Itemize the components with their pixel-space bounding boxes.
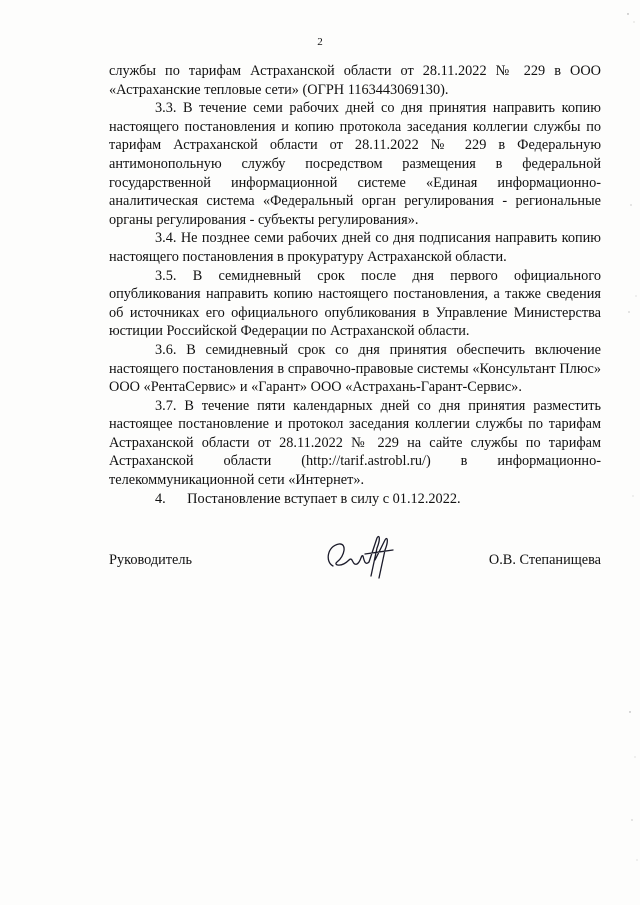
paragraph-4: 4. Постановление вступает в силу с 01.12.2022.	[155, 490, 461, 507]
paragraph-3-5: 3.5. В семидневный срок после дня первого официального опубликования направить копию настоящего постановления, а также сведения об источниках его официального опубликования в Управление Министерства юстиции Российской Федерации по Астраханской области.	[109, 267, 601, 340]
paragraph-3-3: 3.3. В течение семи рабочих дней со дня принятия направить копию настоящего постановления и копию протокола заседания коллегии службы по тарифам Астраханской области от 28.11.2022 № 229 в Федеральную антимонопольную службу посредством размещения в федеральной государственной информационной системе «Единая информационно-аналитическая система «Федеральный орган регулирования - региональные органы регулирования - субъекты регулирования».	[109, 100, 601, 228]
signatory-title: Руководитель	[109, 552, 193, 568]
document-body	[109, 62, 601, 508]
paragraph-3-4: 3.4. Не позднее семи рабочих дней со дня подписания направить копию настоящего постановления в прокуратуру Астраханской области.	[109, 230, 601, 265]
page-number: 2	[317, 36, 323, 48]
signature-block	[109, 548, 601, 598]
paragraph-3-6: 3.6. В семидневный срок со дня принятия обеспечить включение настоящего постановления в справочно-правовые системы «Консультант Плюс» ООО «РентаСервис» и «Гарант» ООО «Астрахань-Гарант-Сервис».	[109, 341, 601, 396]
signatory-name: О.В. Степанищева	[488, 552, 601, 568]
paragraph-3-7: 3.7. В течение пяти календарных дней со дня принятия разместить настоящее постановление и протокол заседания коллегии службы по тарифам Астраханской области от 28.11.2022 № 229 на сайте службы по тарифам Астраханской области (http://tarif.astrobl.ru/) в информационно-телекоммуникационной сети «Интернет».	[109, 397, 601, 489]
scan-artifacts	[610, 0, 640, 905]
handwritten-signature	[319, 532, 399, 584]
paragraph-continuation: службы по тарифам Астраханской области от 28.11.2022 № 229 в ООО «Астраханские тепловые сети» (ОГРН 1163443069130).	[109, 63, 601, 98]
